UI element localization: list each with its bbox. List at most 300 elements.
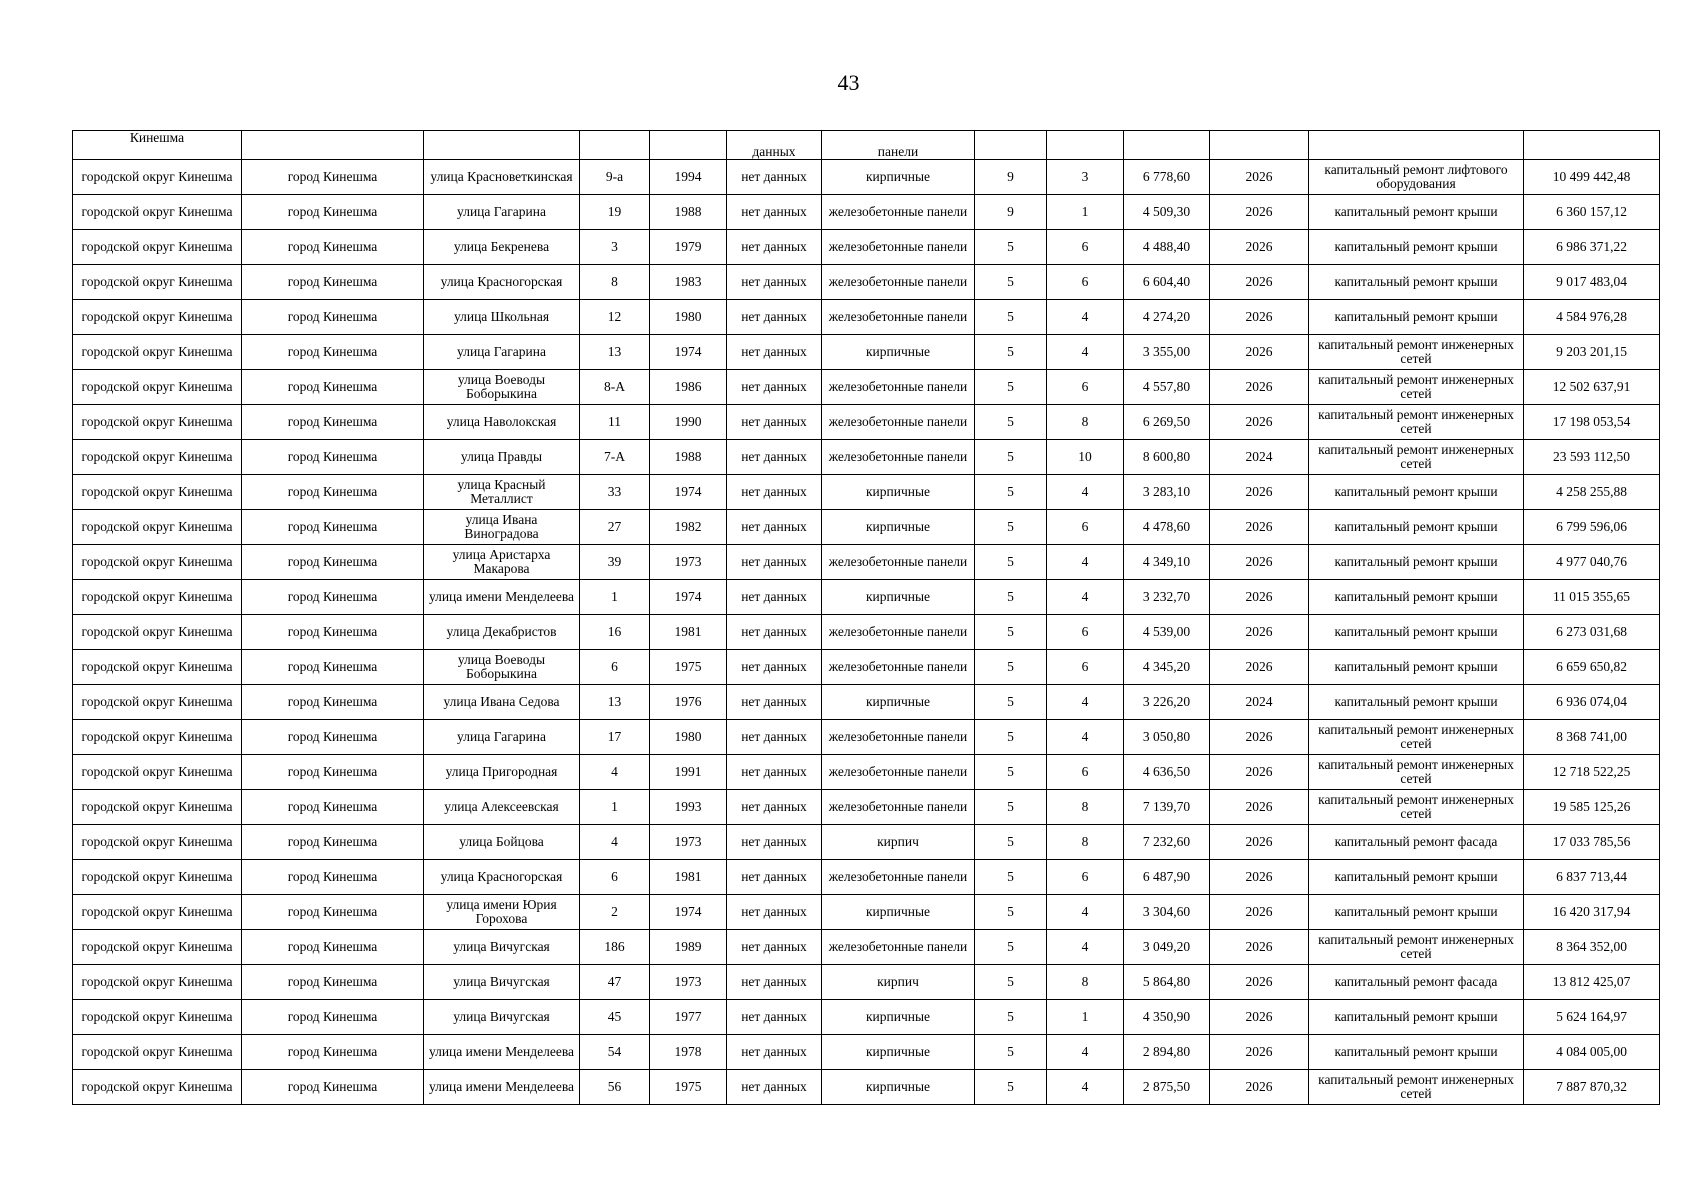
cell-floors: 5: [975, 650, 1047, 685]
cell-floors: 5: [975, 475, 1047, 510]
cell-street: улица Бойцова: [424, 825, 580, 860]
cell-wall-material: железобетонные панели: [822, 265, 975, 300]
cell-house-number: 8: [580, 265, 650, 300]
cell-floors: 5: [975, 930, 1047, 965]
cell-entrances: 4: [1047, 720, 1124, 755]
cell-col-no-data: нет данных: [727, 370, 822, 405]
cell-settlement: город Кинешма: [242, 335, 424, 370]
cell-col-no-data: нет данных: [727, 300, 822, 335]
cell-work-type: капитальный ремонт инженерных сетей: [1309, 1070, 1524, 1105]
cell-municipality: городской округ Кинешма: [73, 510, 242, 545]
cell-wall-material: кирпичные: [822, 895, 975, 930]
table-row: [73, 300, 1660, 335]
cell-cost: 23 593 112,50: [1524, 440, 1660, 475]
cell-street: улица Воеводы Боборыкина: [424, 650, 580, 685]
cell-year-built: [650, 131, 727, 160]
cell-street: улица Гагарина: [424, 195, 580, 230]
cell-planned-year: 2026: [1210, 195, 1309, 230]
cell-area: [1124, 131, 1210, 160]
cell-wall-material: железобетонные панели: [822, 405, 975, 440]
cell-floors: 5: [975, 825, 1047, 860]
cell-floors: 5: [975, 755, 1047, 790]
cell-cost: 5 624 164,97: [1524, 1000, 1660, 1035]
cell-settlement: город Кинешма: [242, 755, 424, 790]
cell-cost: 17 198 053,54: [1524, 405, 1660, 440]
cell-street: улица Воеводы Боборыкина: [424, 370, 580, 405]
cell-floors: 5: [975, 230, 1047, 265]
cell-year-built: 1991: [650, 755, 727, 790]
cell-street: улица Гагарина: [424, 720, 580, 755]
cell-street: улица Наволокская: [424, 405, 580, 440]
cell-year-built: 1986: [650, 370, 727, 405]
cell-planned-year: 2026: [1210, 335, 1309, 370]
cell-year-built: 1981: [650, 860, 727, 895]
cell-col-no-data: нет данных: [727, 580, 822, 615]
cell-cost: 8 364 352,00: [1524, 930, 1660, 965]
cell-col-no-data: нет данных: [727, 1035, 822, 1070]
cell-floors: 5: [975, 860, 1047, 895]
cell-floors: 5: [975, 895, 1047, 930]
cell-work-type: капитальный ремонт крыши: [1309, 265, 1524, 300]
cell-entrances: 8: [1047, 405, 1124, 440]
cell-work-type: капитальный ремонт крыши: [1309, 545, 1524, 580]
table-row: [73, 230, 1660, 265]
cell-cost: 11 015 355,65: [1524, 580, 1660, 615]
cell-house-number: 45: [580, 1000, 650, 1035]
cell-house-number: 13: [580, 335, 650, 370]
cell-settlement: город Кинешма: [242, 825, 424, 860]
cell-floors: 5: [975, 1035, 1047, 1070]
cell-year-built: 1978: [650, 1035, 727, 1070]
table-row: [73, 440, 1660, 475]
cell-col-no-data: нет данных: [727, 545, 822, 580]
cell-entrances: 4: [1047, 580, 1124, 615]
cell-wall-material: кирпичные: [822, 160, 975, 195]
cell-house-number: 47: [580, 965, 650, 1000]
table-row: [73, 720, 1660, 755]
cell-work-type: капитальный ремонт крыши: [1309, 475, 1524, 510]
cell-area: 4 274,20: [1124, 300, 1210, 335]
cell-floors: 5: [975, 370, 1047, 405]
cell-area: 4 636,50: [1124, 755, 1210, 790]
cell-work-type: капитальный ремонт инженерных сетей: [1309, 335, 1524, 370]
table-row: [73, 475, 1660, 510]
table-row: [73, 195, 1660, 230]
cell-house-number: 54: [580, 1035, 650, 1070]
cell-work-type: капитальный ремонт фасада: [1309, 965, 1524, 1000]
cell-entrances: 10: [1047, 440, 1124, 475]
building-registry-table: [72, 130, 1660, 1105]
cell-area: 7 232,60: [1124, 825, 1210, 860]
cell-col-no-data: нет данных: [727, 1000, 822, 1035]
cell-year-built: 1980: [650, 300, 727, 335]
cell-work-type: капитальный ремонт инженерных сетей: [1309, 405, 1524, 440]
cell-planned-year: 2026: [1210, 825, 1309, 860]
cell-year-built: 1988: [650, 440, 727, 475]
cell-col-no-data: нет данных: [727, 720, 822, 755]
cell-cost: 6 799 596,06: [1524, 510, 1660, 545]
cell-wall-material: панели: [822, 131, 975, 160]
cell-planned-year: 2026: [1210, 650, 1309, 685]
cell-area: 4 349,10: [1124, 545, 1210, 580]
cell-year-built: 1976: [650, 685, 727, 720]
cell-entrances: 4: [1047, 300, 1124, 335]
cell-col-no-data: нет данных: [727, 195, 822, 230]
cell-planned-year: 2026: [1210, 405, 1309, 440]
cell-house-number: 12: [580, 300, 650, 335]
cell-floors: 5: [975, 720, 1047, 755]
cell-work-type: капитальный ремонт инженерных сетей: [1309, 790, 1524, 825]
cell-street: улица Алексеевская: [424, 790, 580, 825]
cell-area: 7 139,70: [1124, 790, 1210, 825]
cell-col-no-data: нет данных: [727, 650, 822, 685]
cell-municipality: городской округ Кинешма: [73, 195, 242, 230]
cell-year-built: 1994: [650, 160, 727, 195]
cell-settlement: город Кинешма: [242, 440, 424, 475]
cell-planned-year: 2026: [1210, 615, 1309, 650]
cell-entrances: 4: [1047, 685, 1124, 720]
cell-work-type: капитальный ремонт инженерных сетей: [1309, 755, 1524, 790]
cell-wall-material: железобетонные панели: [822, 755, 975, 790]
cell-planned-year: 2026: [1210, 895, 1309, 930]
cell-municipality: городской округ Кинешма: [73, 580, 242, 615]
cell-wall-material: кирпич: [822, 965, 975, 1000]
cell-year-built: 1975: [650, 650, 727, 685]
cell-street: улица Бекренева: [424, 230, 580, 265]
cell-cost: 9 203 201,15: [1524, 335, 1660, 370]
cell-house-number: 33: [580, 475, 650, 510]
cell-house-number: 19: [580, 195, 650, 230]
cell-house-number: 39: [580, 545, 650, 580]
cell-work-type: капитальный ремонт крыши: [1309, 615, 1524, 650]
cell-col-no-data: нет данных: [727, 440, 822, 475]
cell-area: 2 875,50: [1124, 1070, 1210, 1105]
cell-cost: 6 936 074,04: [1524, 685, 1660, 720]
cell-year-built: 1988: [650, 195, 727, 230]
cell-street: улица Декабристов: [424, 615, 580, 650]
cell-year-built: 1982: [650, 510, 727, 545]
cell-settlement: город Кинешма: [242, 895, 424, 930]
cell-work-type: капитальный ремонт крыши: [1309, 195, 1524, 230]
cell-house-number: 11: [580, 405, 650, 440]
cell-year-built: 1973: [650, 965, 727, 1000]
cell-col-no-data: нет данных: [727, 335, 822, 370]
cell-street: улица Ивана Виноградова: [424, 510, 580, 545]
cell-settlement: город Кинешма: [242, 860, 424, 895]
cell-cost: 10 499 442,48: [1524, 160, 1660, 195]
cell-area: 6 778,60: [1124, 160, 1210, 195]
cell-municipality: городской округ Кинешма: [73, 825, 242, 860]
cell-work-type: капитальный ремонт крыши: [1309, 895, 1524, 930]
cell-year-built: 1990: [650, 405, 727, 440]
cell-wall-material: кирпичные: [822, 1070, 975, 1105]
cell-settlement: город Кинешма: [242, 545, 424, 580]
cell-col-no-data: нет данных: [727, 405, 822, 440]
cell-planned-year: 2026: [1210, 965, 1309, 1000]
cell-settlement: город Кинешма: [242, 510, 424, 545]
cell-wall-material: кирпичные: [822, 685, 975, 720]
cell-street: улица имени Юрия Горохова: [424, 895, 580, 930]
cell-municipality: городской округ Кинешма: [73, 405, 242, 440]
cell-floors: 9: [975, 195, 1047, 230]
cell-entrances: 6: [1047, 370, 1124, 405]
cell-settlement: город Кинешма: [242, 265, 424, 300]
cell-planned-year: 2026: [1210, 860, 1309, 895]
cell-col-no-data: нет данных: [727, 160, 822, 195]
table-row: [73, 580, 1660, 615]
cell-cost: 4 977 040,76: [1524, 545, 1660, 580]
cell-floors: 5: [975, 510, 1047, 545]
cell-municipality: городской округ Кинешма: [73, 895, 242, 930]
cell-entrances: 6: [1047, 615, 1124, 650]
cell-planned-year: 2026: [1210, 755, 1309, 790]
cell-street: улица имени Менделеева: [424, 580, 580, 615]
cell-entrances: 8: [1047, 825, 1124, 860]
page-number: 43: [837, 70, 860, 95]
table-row: [73, 545, 1660, 580]
cell-col-no-data: нет данных: [727, 615, 822, 650]
cell-municipality: городской округ Кинешма: [73, 440, 242, 475]
cell-area: 4 488,40: [1124, 230, 1210, 265]
cell-work-type: капитальный ремонт лифтового оборудования: [1309, 160, 1524, 195]
cell-floors: 5: [975, 300, 1047, 335]
cell-municipality: городской округ Кинешма: [73, 1035, 242, 1070]
table-row: [73, 965, 1660, 1000]
cell-cost: 16 420 317,94: [1524, 895, 1660, 930]
cell-street: улица Школьная: [424, 300, 580, 335]
cell-area: 8 600,80: [1124, 440, 1210, 475]
cell-cost: 6 360 157,12: [1524, 195, 1660, 230]
cell-settlement: город Кинешма: [242, 580, 424, 615]
cell-work-type: капитальный ремонт крыши: [1309, 1035, 1524, 1070]
cell-col-no-data: нет данных: [727, 755, 822, 790]
table-row: [73, 825, 1660, 860]
cell-settlement: город Кинешма: [242, 685, 424, 720]
cell-street: улица имени Менделеева: [424, 1035, 580, 1070]
cell-street: улица Красногорская: [424, 860, 580, 895]
cell-entrances: 4: [1047, 895, 1124, 930]
cell-street: улица Пригородная: [424, 755, 580, 790]
cell-municipality: городской округ Кинешма: [73, 720, 242, 755]
cell-year-built: 1979: [650, 230, 727, 265]
cell-entrances: 6: [1047, 230, 1124, 265]
cell-municipality: городской округ Кинешма: [73, 755, 242, 790]
cell-work-type: капитальный ремонт крыши: [1309, 510, 1524, 545]
cell-municipality: городской округ Кинешма: [73, 965, 242, 1000]
cell-area: 6 269,50: [1124, 405, 1210, 440]
cell-wall-material: железобетонные панели: [822, 615, 975, 650]
cell-year-built: 1980: [650, 720, 727, 755]
cell-planned-year: 2026: [1210, 545, 1309, 580]
cell-street: улица Вичугская: [424, 965, 580, 1000]
cell-wall-material: железобетонные панели: [822, 650, 975, 685]
cell-cost: 19 585 125,26: [1524, 790, 1660, 825]
cell-year-built: 1975: [650, 1070, 727, 1105]
cell-work-type: капитальный ремонт фасада: [1309, 825, 1524, 860]
cell-planned-year: 2026: [1210, 230, 1309, 265]
cell-floors: 5: [975, 440, 1047, 475]
cell-cost: [1524, 131, 1660, 160]
cell-area: 4 350,90: [1124, 1000, 1210, 1035]
cell-floors: 5: [975, 545, 1047, 580]
cell-house-number: 17: [580, 720, 650, 755]
cell-house-number: 6: [580, 860, 650, 895]
cell-wall-material: железобетонные панели: [822, 790, 975, 825]
cell-house-number: 13: [580, 685, 650, 720]
cell-work-type: капитальный ремонт крыши: [1309, 230, 1524, 265]
cell-house-number: 8-А: [580, 370, 650, 405]
cell-settlement: [242, 131, 424, 160]
cell-work-type: капитальный ремонт инженерных сетей: [1309, 370, 1524, 405]
cell-col-no-data: данных: [727, 131, 822, 160]
cell-floors: 5: [975, 685, 1047, 720]
cell-street: [424, 131, 580, 160]
cell-year-built: 1974: [650, 580, 727, 615]
cell-col-no-data: нет данных: [727, 510, 822, 545]
cell-wall-material: кирпич: [822, 825, 975, 860]
table-row: [73, 1070, 1660, 1105]
cell-floors: 5: [975, 335, 1047, 370]
table-row: [73, 860, 1660, 895]
cell-planned-year: 2026: [1210, 370, 1309, 405]
table-row: [73, 1035, 1660, 1070]
table-body: [73, 131, 1660, 1105]
cell-floors: 5: [975, 790, 1047, 825]
table-row: [73, 685, 1660, 720]
cell-settlement: город Кинешма: [242, 965, 424, 1000]
cell-work-type: капитальный ремонт крыши: [1309, 685, 1524, 720]
cell-floors: 9: [975, 160, 1047, 195]
cell-year-built: 1993: [650, 790, 727, 825]
cell-municipality: городской округ Кинешма: [73, 335, 242, 370]
cell-house-number: 4: [580, 825, 650, 860]
cell-cost: 13 812 425,07: [1524, 965, 1660, 1000]
cell-area: 4 345,20: [1124, 650, 1210, 685]
cell-municipality: городской округ Кинешма: [73, 860, 242, 895]
cell-entrances: 3: [1047, 160, 1124, 195]
cell-house-number: 4: [580, 755, 650, 790]
cell-wall-material: железобетонные панели: [822, 860, 975, 895]
cell-planned-year: 2026: [1210, 790, 1309, 825]
cell-area: 3 232,70: [1124, 580, 1210, 615]
cell-entrances: 4: [1047, 545, 1124, 580]
cell-wall-material: железобетонные панели: [822, 720, 975, 755]
cell-col-no-data: нет данных: [727, 1070, 822, 1105]
table-row: [73, 160, 1660, 195]
cell-floors: 5: [975, 1070, 1047, 1105]
cell-wall-material: кирпичные: [822, 1000, 975, 1035]
cell-municipality: городской округ Кинешма: [73, 230, 242, 265]
cell-entrances: 6: [1047, 265, 1124, 300]
cell-area: 4 509,30: [1124, 195, 1210, 230]
cell-floors: 5: [975, 580, 1047, 615]
cell-house-number: 1: [580, 790, 650, 825]
cell-house-number: [580, 131, 650, 160]
cell-municipality: городской округ Кинешма: [73, 790, 242, 825]
table-row: [73, 1000, 1660, 1035]
cell-street: улица Гагарина: [424, 335, 580, 370]
cell-wall-material: железобетонные панели: [822, 930, 975, 965]
cell-municipality: городской округ Кинешма: [73, 475, 242, 510]
cell-planned-year: 2026: [1210, 475, 1309, 510]
cell-municipality: городской округ Кинешма: [73, 615, 242, 650]
cell-municipality: городской округ Кинешма: [73, 300, 242, 335]
cell-cost: 12 502 637,91: [1524, 370, 1660, 405]
cell-area: 3 049,20: [1124, 930, 1210, 965]
cell-entrances: 6: [1047, 650, 1124, 685]
cell-settlement: город Кинешма: [242, 300, 424, 335]
cell-house-number: 16: [580, 615, 650, 650]
cell-house-number: 6: [580, 650, 650, 685]
cell-planned-year: 2026: [1210, 1035, 1309, 1070]
cell-entrances: 6: [1047, 510, 1124, 545]
cell-area: 3 226,20: [1124, 685, 1210, 720]
cell-entrances: 1: [1047, 1000, 1124, 1035]
cell-col-no-data: нет данных: [727, 685, 822, 720]
cell-cost: 6 986 371,22: [1524, 230, 1660, 265]
cell-entrances: [1047, 131, 1124, 160]
cell-settlement: город Кинешма: [242, 720, 424, 755]
cell-house-number: 27: [580, 510, 650, 545]
cell-settlement: город Кинешма: [242, 930, 424, 965]
cell-wall-material: железобетонные панели: [822, 440, 975, 475]
table-row: [73, 335, 1660, 370]
cell-house-number: 9-а: [580, 160, 650, 195]
cell-street: улица Красноветкинская: [424, 160, 580, 195]
cell-cost: 6 659 650,82: [1524, 650, 1660, 685]
cell-street: улица имени Менделеева: [424, 1070, 580, 1105]
cell-entrances: 6: [1047, 755, 1124, 790]
cell-wall-material: железобетонные панели: [822, 230, 975, 265]
cell-area: 2 894,80: [1124, 1035, 1210, 1070]
cell-cost: 6 273 031,68: [1524, 615, 1660, 650]
cell-work-type: капитальный ремонт крыши: [1309, 860, 1524, 895]
cell-municipality: городской округ Кинешма: [73, 685, 242, 720]
cell-municipality: городской округ Кинешма: [73, 545, 242, 580]
cell-wall-material: железобетонные панели: [822, 370, 975, 405]
cell-area: 3 283,10: [1124, 475, 1210, 510]
cell-planned-year: 2026: [1210, 160, 1309, 195]
cell-settlement: город Кинешма: [242, 790, 424, 825]
cell-wall-material: кирпичные: [822, 1035, 975, 1070]
cell-floors: [975, 131, 1047, 160]
cell-cost: 12 718 522,25: [1524, 755, 1660, 790]
cell-planned-year: 2026: [1210, 930, 1309, 965]
cell-municipality: городской округ Кинешма: [73, 1000, 242, 1035]
cell-work-type: капитальный ремонт крыши: [1309, 1000, 1524, 1035]
cell-planned-year: 2026: [1210, 510, 1309, 545]
cell-planned-year: 2026: [1210, 265, 1309, 300]
cell-year-built: 1981: [650, 615, 727, 650]
cell-area: 4 557,80: [1124, 370, 1210, 405]
cell-house-number: 1: [580, 580, 650, 615]
cell-entrances: 8: [1047, 965, 1124, 1000]
cell-work-type: капитальный ремонт крыши: [1309, 650, 1524, 685]
cell-work-type: [1309, 131, 1524, 160]
cell-col-no-data: нет данных: [727, 860, 822, 895]
continuation-row: [73, 131, 1660, 160]
cell-street: улица Правды: [424, 440, 580, 475]
cell-municipality: городской округ Кинешма: [73, 1070, 242, 1105]
cell-street: улица Аристарха Макарова: [424, 545, 580, 580]
cell-entrances: 4: [1047, 475, 1124, 510]
cell-entrances: 8: [1047, 790, 1124, 825]
cell-house-number: 7-А: [580, 440, 650, 475]
cell-street: улица Ивана Седова: [424, 685, 580, 720]
cell-cost: 6 837 713,44: [1524, 860, 1660, 895]
cell-entrances: 6: [1047, 860, 1124, 895]
cell-area: 3 304,60: [1124, 895, 1210, 930]
